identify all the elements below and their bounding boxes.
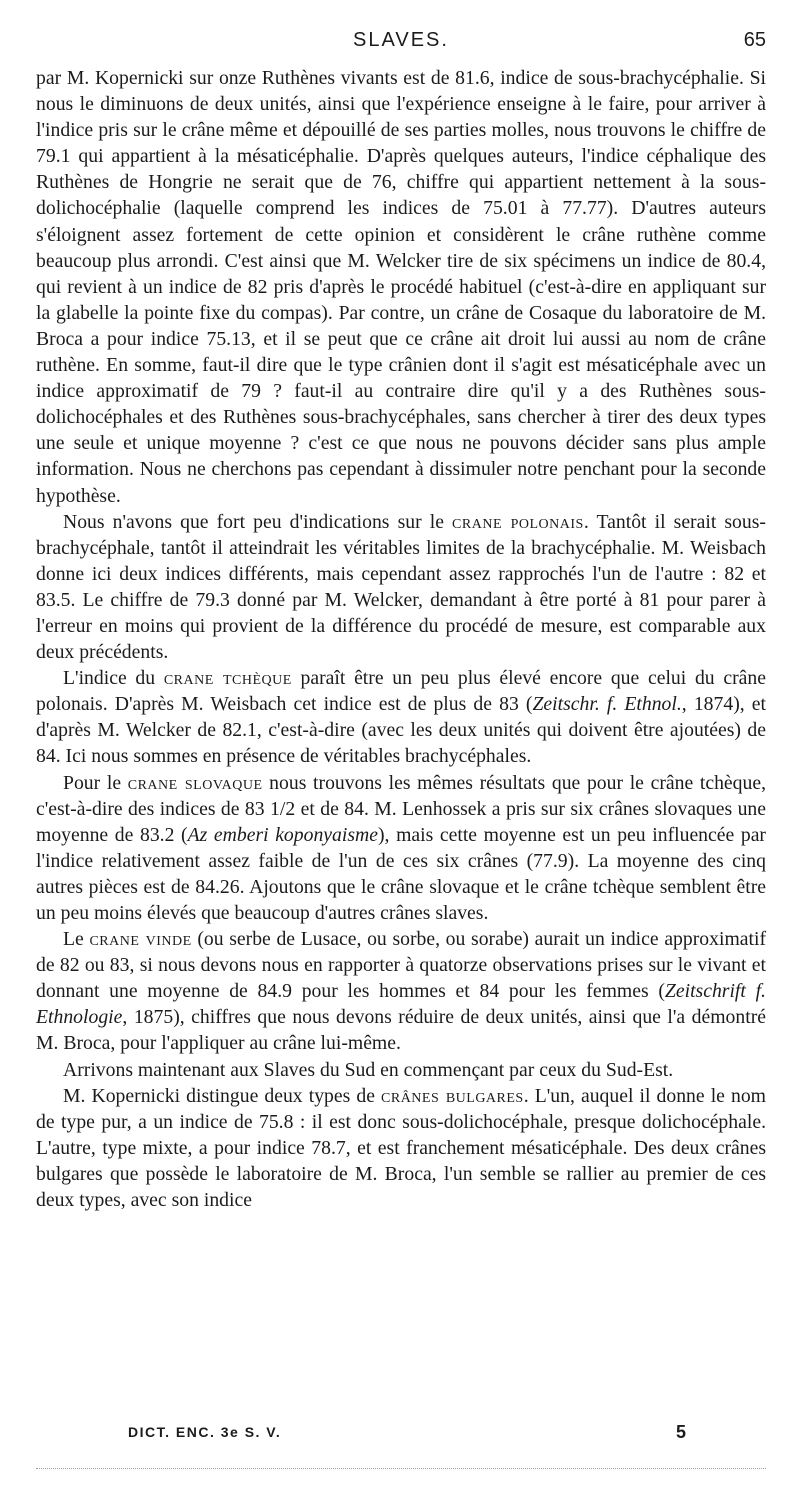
paragraph (36, 1083, 766, 1213)
text-run: Le (63, 928, 90, 951)
paragraph (36, 1057, 766, 1083)
small-caps-term: crane polonais (452, 510, 584, 533)
text-run: Arrivons maintenant aux Slaves du Sud en commençant par ceux du Sud-Est. (63, 1058, 674, 1081)
text-run: M. Kopernicki distingue deux types de (63, 1084, 382, 1107)
text-run: . Tantôt il serait sous-brachycéphale, tantôt il atteindrait les véritables limites de la brachycéphalie. M. Weisbach donne ici deux indices différents, mais cependant assez rapprochés l'un de l'autre : 82 et 83.5. Le chiffre de 79.3 donné par M. Welcker, demandant à être porté à 81 pour parer à l'erreur en moins qui provient de la différence du procédé de mesure, est comparable aux deux précédents. (36, 510, 766, 664)
citation-title: Az emberi koponyaisme (187, 823, 378, 846)
text-run: ), mais cette moyenne est un peu influencée par l'indice relativement assez faible de l'un de ces six crânes (77.9). La moyenne des cinq autres pièces est de 84.26. Ajoutons que le crâne slovaque et le crâne tchèque semblent être un peu moins élevés que beaucoup d'autres crânes slaves. (36, 823, 766, 924)
text-run: (ou serbe de Lusace, ou sorbe, ou sorabe) aurait un indice approximatif de 82 ou 83, si nous devons nous en rapporter à quatorze observations prises sur le vivant et donnant une moyenne de 84.9 pour les hommes et 84 pour les femmes ( (36, 928, 767, 1003)
text-run: , 1874), et d'après M. Welcker de 82.1, c'est-à-dire (avec les deux unités qui doivent être ajoutées) de 84. Ici nous sommes en présence de véritables brachycéphales. (36, 693, 766, 768)
body-text (36, 65, 766, 1213)
text-run: Pour le (63, 771, 128, 794)
small-caps-term: crane vinde (89, 928, 192, 951)
page-number: 65 (743, 29, 766, 51)
paragraph (36, 665, 766, 769)
small-caps-term: crane slovaque (127, 771, 263, 794)
printer-signature: DICT. ENC. 3e S. V. (128, 1424, 282, 1440)
text-run: . L'un, auquel il donne le nom de type pur, a un indice de 75.8 : il est donc sous-dolichocéphale, presque dolichocéphale. L'autre, type mixte, a pour indice 78.7, et est franchement mésaticéphale. Des deux crânes bulgares que possède le laboratoire de M. Broca, l'un semble se rallier au premier de ces deux types, avec son indice (36, 1084, 766, 1212)
running-title: SLAVES. (353, 29, 449, 51)
text-run: Nous n'avons que fort peu d'indications sur le (63, 510, 453, 533)
paragraph (36, 509, 766, 666)
small-caps-term: crânes bulgares (381, 1084, 524, 1107)
text-run: L'indice du (63, 667, 164, 690)
paragraph (36, 926, 766, 1056)
citation-title: Zeitschrift f. Ethnologie (36, 980, 766, 1029)
page-footer (128, 1424, 688, 1450)
paragraph (36, 65, 766, 509)
paragraph (36, 770, 766, 927)
small-caps-term: crane tchèque (163, 667, 292, 690)
text-run: nous trouvons les mêmes résultats que pour le crâne tchèque, c'est-à-dire des indices de 83 1/2 et de 84. M. Lenhossek a pris sur six crânes slovaques une moyenne de 83.2 ( (36, 771, 767, 846)
citation-title: Zeitschr. f. Ethnol. (532, 693, 682, 716)
page-header (36, 29, 766, 59)
bottom-rule (36, 1468, 766, 1469)
text-run: par M. Kopernicki sur onze Ruthènes vivants est de 81.6, indice de sous-brachycéphalie. Si nous le diminuons de deux unités, ainsi que l'expérience enseigne à le faire, pour arriver à l'indice pris sur le crâne même et dépouillé de ses parties molles, nous trouvons le chiffre de 79.1 qui appartient à la mésaticéphalie. D'après quelques auteurs, l'indice céphalique des Ruthènes de Hongrie ne serait que de 76, chiffre qui appartient nettement à la sous-dolichocéphalie (laquelle comprend les indices de 75.01 à 77.77). D'autres auteurs s'éloignent assez fortement de cette opinion et considèrent le crâne ruthène comme beaucoup plus arrondi. C'est ainsi que M. Welcker tire de six spécimens un indice de 80.4, qui revient à un indice de 82 pris d'après le procédé habituel (c'est-à-dire en appliquant sur la glabelle la pointe fixe du compas). Par contre, un crâne de Cosaque du laboratoire de M. Broca a pour indice 75.13, et il se peut que ce crâne ait droit lui aussi au nom de crâne ruthène. En somme, faut-il dire que le type crânien dont il s'agit est mésaticéphale avec un indice approximatif de 79 ? faut-il au contraire dire qu'il y a des Ruthènes sous-dolichocéphales et des Ruthènes sous-brachycéphales, sans chercher à tirer des deux types une seule et unique moyenne ? c'est ce que nous ne pouvons décider sans plus ample information. Nous ne cherchons pas cependant à dissimuler notre penchant pour la seconde hypothèse. (36, 67, 766, 507)
text-run: , 1875), chiffres que nous devons réduire de deux unités, ainsi que l'a démontré M. Broca, pour l'appliquer au crâne lui-même. (36, 1006, 766, 1055)
text-run: paraît être un peu plus élevé encore que celui du crâne polonais. D'après M. Weisbach cet indice est de plus de 83 ( (36, 667, 766, 716)
sheet-number: 5 (676, 1422, 687, 1442)
